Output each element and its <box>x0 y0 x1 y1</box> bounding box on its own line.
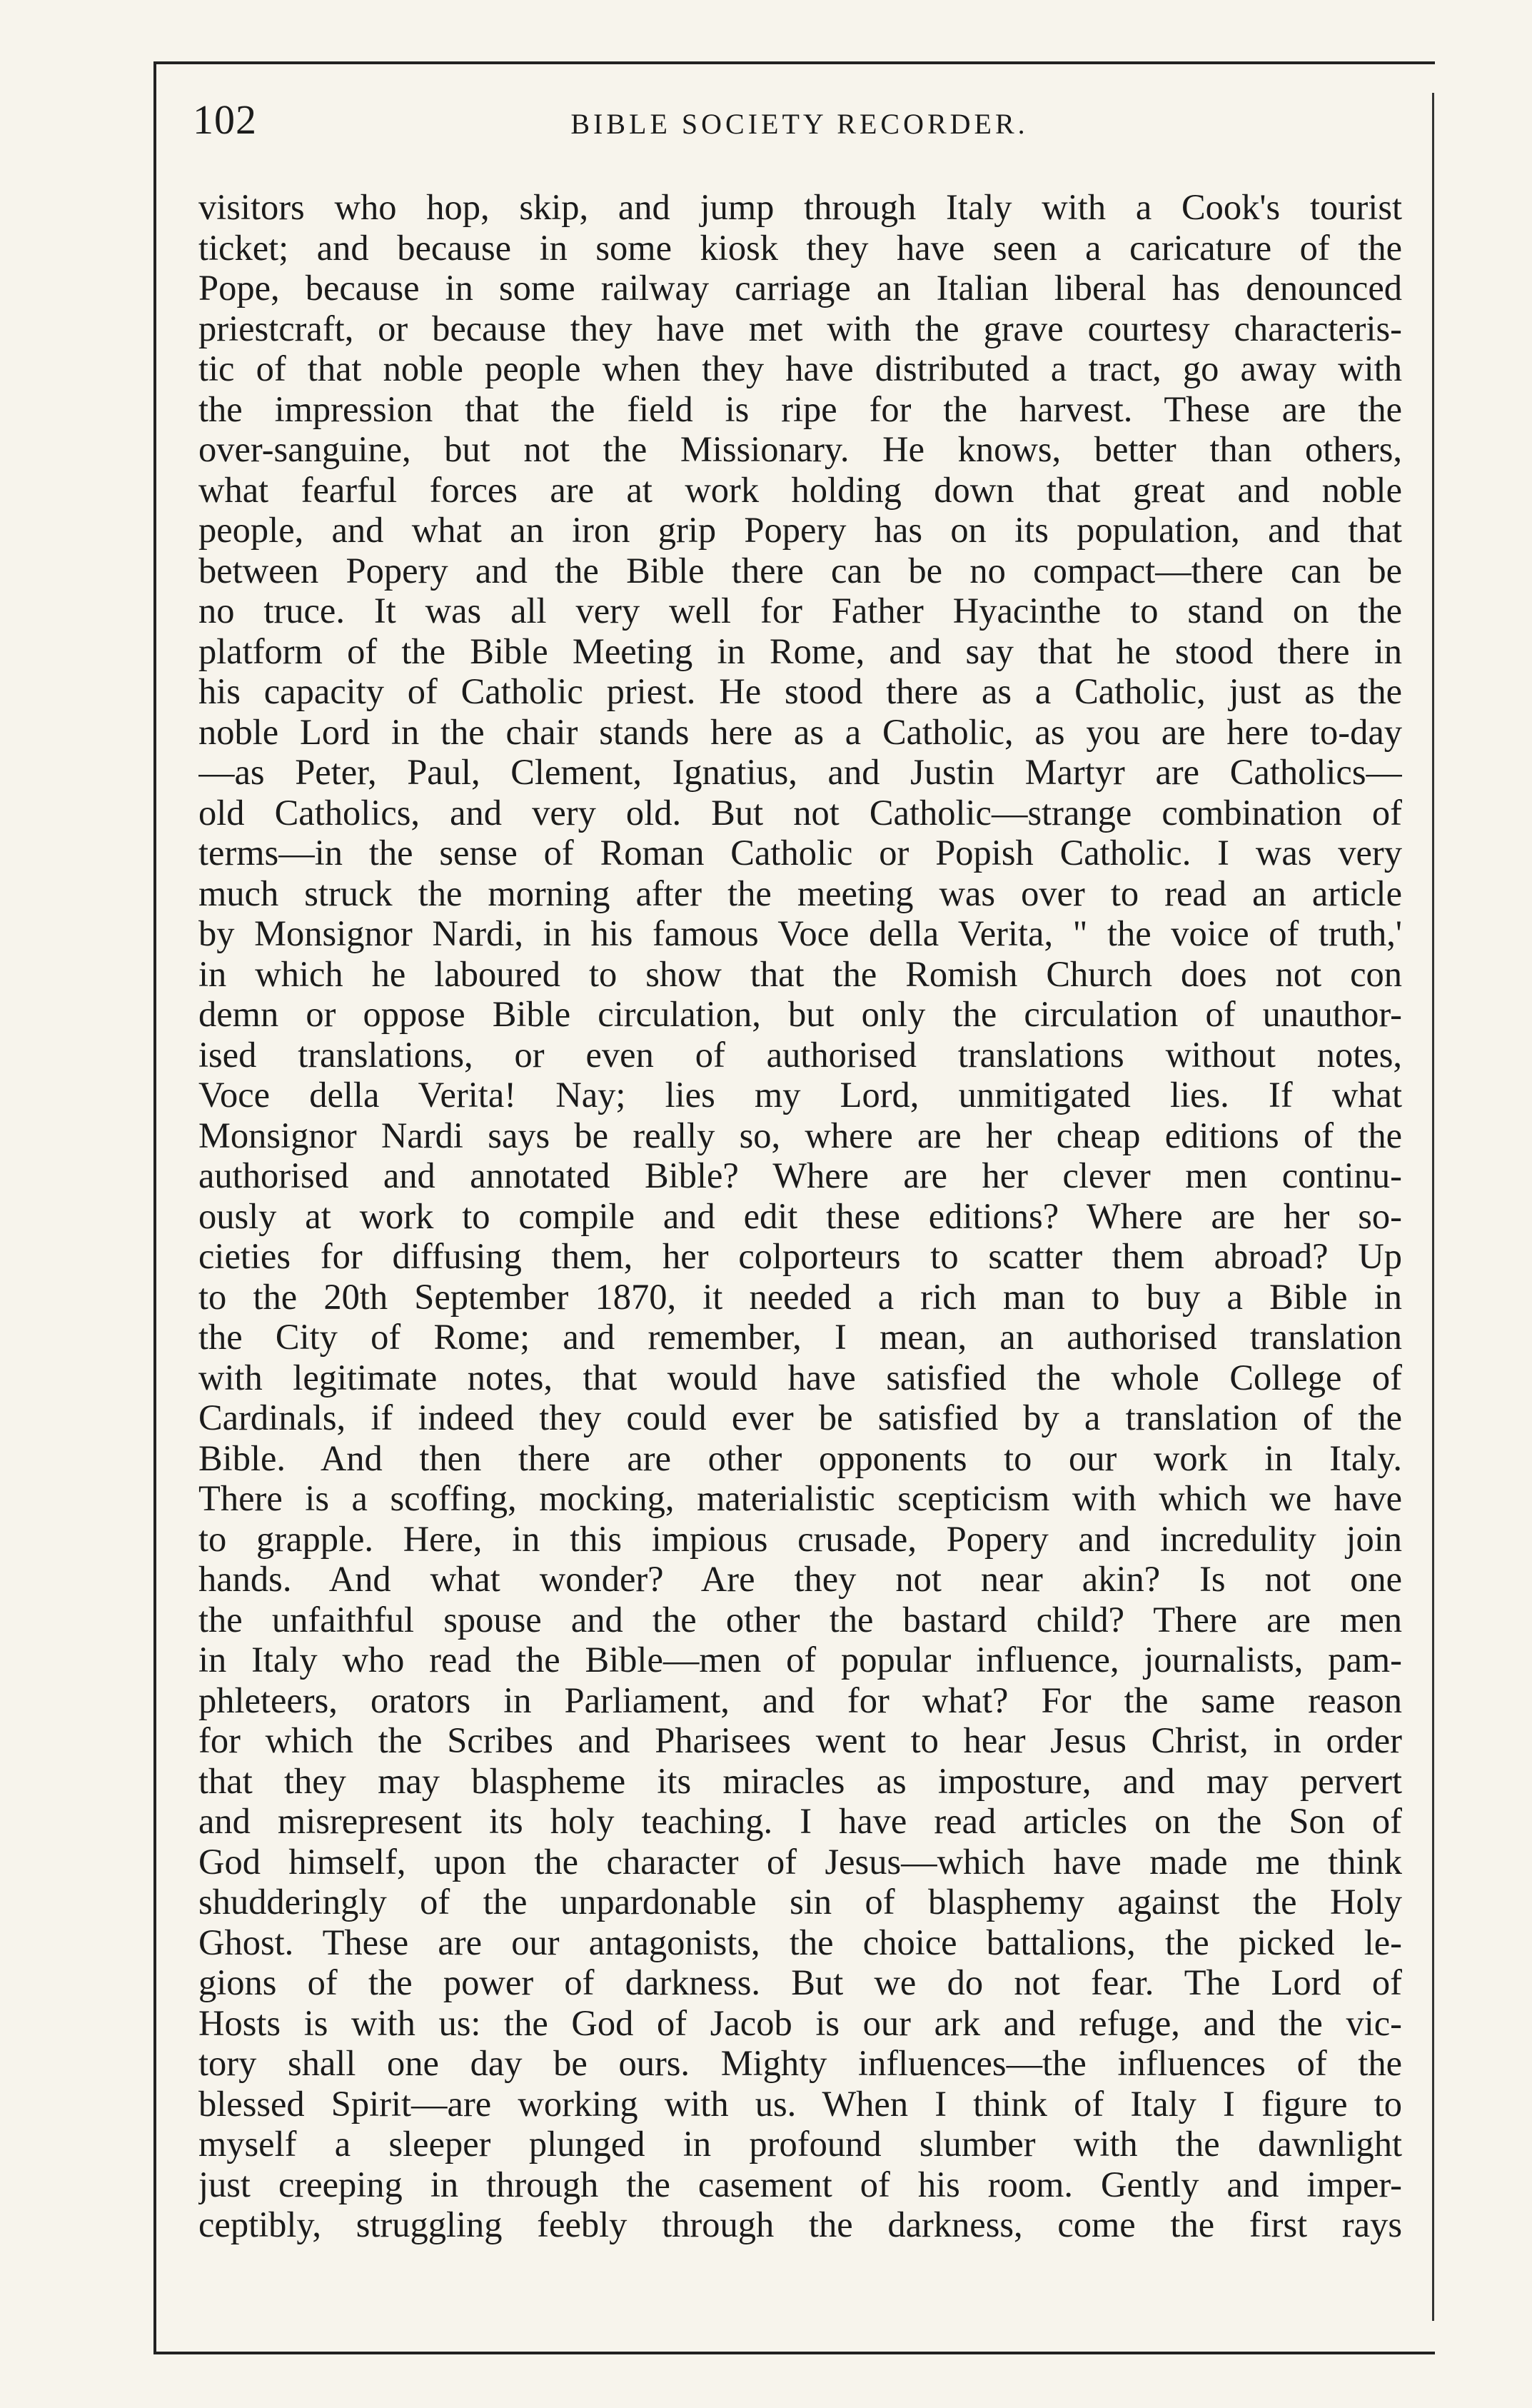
text-line: cieties for diffusing them, her colporteurs to scatter them abroad? Up <box>198 1236 1402 1276</box>
text-line: old Catholics, and very old. But not Catholic—strange combination of <box>198 792 1402 833</box>
text-line: tic of that noble people when they have distributed a tract, go away with <box>198 348 1402 388</box>
text-line: visitors who hop, skip, and jump through Italy with a Cook's tourist <box>198 187 1402 227</box>
text-line: authorised and annotated Bible? Where are her clever men continu- <box>198 1155 1402 1195</box>
page-number: 102 <box>193 96 257 143</box>
text-line: phleteers, orators in Parliament, and for what? For the same reason <box>198 1680 1402 1720</box>
text-line: what fearful forces are at work holding down that great and noble <box>198 469 1402 510</box>
text-line: much struck the morning after the meeting was over to read an article <box>198 873 1402 913</box>
top-rule <box>153 61 1435 64</box>
text-line: between Popery and the Bible there can be no compact—there can be <box>198 550 1402 591</box>
bottom-rule <box>153 2352 1435 2354</box>
text-line: Ghost. These are our antagonists, the choice battalions, the picked le- <box>198 1922 1402 1962</box>
text-line: in which he laboured to show that the Romish Church does not con <box>198 953 1402 994</box>
text-line: tory shall one day be ours. Mighty influences—the influences of the <box>198 2043 1402 2083</box>
text-line: no truce. It was all very well for Father Hyacinthe to stand on the <box>198 591 1402 631</box>
text-line: Monsignor Nardi says be really so, where are her cheap editions of the <box>198 1115 1402 1155</box>
left-rule <box>153 61 156 2354</box>
text-line: just creeping in through the casement of his room. Gently and imper- <box>198 2164 1402 2204</box>
text-line: Pope, because in some railway carriage an Italian liberal has denounced <box>198 268 1402 308</box>
text-line: myself a sleeper plunged in profound slumber with the dawnlight <box>198 2124 1402 2164</box>
text-line: God himself, upon the character of Jesus—which have made me think <box>198 1841 1402 1882</box>
text-line: terms—in the sense of Roman Catholic or Popish Catholic. I was very <box>198 833 1402 873</box>
text-line: shudderingly of the unpardonable sin of blasphemy against the Holy <box>198 1882 1402 1922</box>
text-line: the City of Rome; and remember, I mean, an authorised translation <box>198 1317 1402 1357</box>
text-line: to the 20th September 1870, it needed a rich man to buy a Bible in <box>198 1276 1402 1317</box>
text-line: blessed Spirit—are working with us. When I think of Italy I figure to <box>198 2083 1402 2124</box>
text-line: ously at work to compile and edit these editions? Where are her so- <box>198 1195 1402 1236</box>
page-header <box>193 91 1406 156</box>
right-rule <box>1432 93 1434 2321</box>
text-line: priestcraft, or because they have met with the grave courtesy characteris- <box>198 308 1402 348</box>
text-line: demn or oppose Bible circulation, but only the circulation of unauthor- <box>198 994 1402 1034</box>
text-line: ticket; and because in some kiosk they have seen a caricature of the <box>198 227 1402 268</box>
text-line: over-sanguine, but not the Missionary. He knows, better than others, <box>198 429 1402 469</box>
text-line: Cardinals, if indeed they could ever be satisfied by a translation of the <box>198 1398 1402 1438</box>
text-line: hands. And what wonder? Are they not near akin? Is not one <box>198 1559 1402 1599</box>
text-line: that they may blaspheme its miracles as imposture, and may pervert <box>198 1760 1402 1801</box>
text-line: and misrepresent its holy teaching. I have read articles on the Son of <box>198 1801 1402 1841</box>
text-line: gions of the power of darkness. But we do not fear. The Lord of <box>198 1962 1402 2002</box>
text-line: his capacity of Catholic priest. He stood there as a Catholic, just as the <box>198 671 1402 711</box>
text-line: Bible. And then there are other opponents to our work in Italy. <box>198 1438 1402 1478</box>
text-line: by Monsignor Nardi, in his famous Voce della Verita, " the voice of truth,' <box>198 913 1402 953</box>
text-line: —as Peter, Paul, Clement, Ignatius, and Justin Martyr are Catholics— <box>198 752 1402 792</box>
text-line: ceptibly, struggling feebly through the darkness, come the first rays <box>198 2204 1402 2244</box>
text-line: in Italy who read the Bible—men of popular influence, journalists, pam- <box>198 1640 1402 1680</box>
text-line: There is a scoffing, mocking, materialistic scepticism with which we have <box>198 1478 1402 1518</box>
text-line: to grapple. Here, in this impious crusade, Popery and incredulity join <box>198 1518 1402 1559</box>
running-head: BIBLE SOCIETY RECORDER. <box>570 108 1029 140</box>
body-text <box>198 187 1402 2322</box>
text-line: with legitimate notes, that would have satisfied the whole College of <box>198 1357 1402 1398</box>
text-line: the impression that the field is ripe for the harvest. These are the <box>198 388 1402 429</box>
text-line: the unfaithful spouse and the other the bastard child? There are men <box>198 1599 1402 1640</box>
text-line: Hosts is with us: the God of Jacob is our ark and refuge, and the vic- <box>198 2002 1402 2043</box>
text-line: for which the Scribes and Pharisees went to hear Jesus Christ, in order <box>198 1720 1402 1760</box>
text-line: Voce della Verita! Nay; lies my Lord, unmitigated lies. If what <box>198 1075 1402 1115</box>
text-line: ised translations, or even of authorised translations without notes, <box>198 1034 1402 1075</box>
text-line: platform of the Bible Meeting in Rome, and say that he stood there in <box>198 631 1402 671</box>
text-line: noble Lord in the chair stands here as a Catholic, as you are here to-day <box>198 711 1402 752</box>
text-line: people, and what an iron grip Popery has on its population, and that <box>198 510 1402 550</box>
